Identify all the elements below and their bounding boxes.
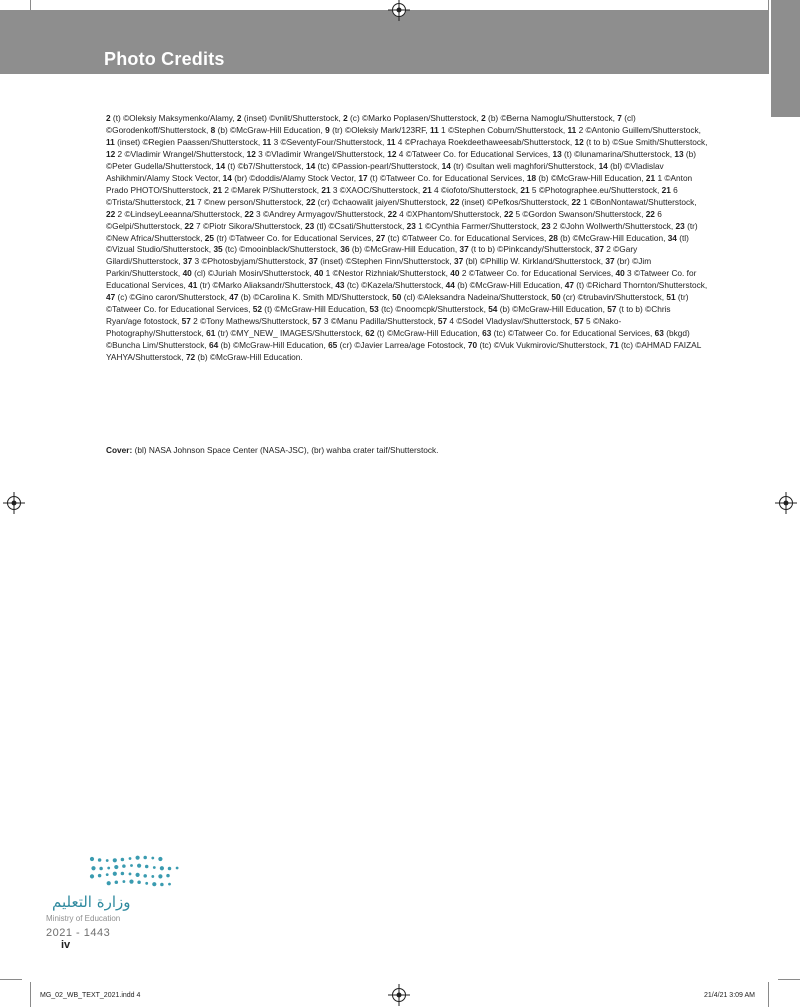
credit-text: (tc) ©Tatweer Co. for Educational Services, <box>491 328 655 339</box>
credit-page-number: 41 <box>188 280 198 291</box>
credit-text: 2 ©Tony Mathews/Shutterstock, <box>190 316 313 327</box>
credit-page-number: 23 <box>675 220 685 231</box>
credit-page-number: 37 <box>454 256 464 267</box>
logo-dot <box>129 857 132 860</box>
credit-page-number: 47 <box>229 292 239 303</box>
credit-page-number: 22 <box>571 196 581 207</box>
credit-text: 5 ©Photographee.eu/Shutterstock, <box>529 184 662 195</box>
credit-page-number: 12 <box>106 148 116 159</box>
photo-credits-text <box>106 113 708 364</box>
credit-text: 3 ©Photosbyjam/Shutterstock, <box>192 256 309 267</box>
logo-dot <box>168 867 172 871</box>
crop-mark <box>30 982 31 1007</box>
registration-mark-icon <box>392 3 406 17</box>
credit-page-number: 2 <box>481 113 486 123</box>
logo-dot <box>151 857 154 860</box>
credit-page-number: 40 <box>182 268 192 279</box>
credit-text: (tr) ©New Africa/Shutterstock, <box>106 220 698 243</box>
credit-page-number: 2 <box>106 113 111 123</box>
credit-text: (tl) ©Csati/Shutterstock, <box>314 220 407 231</box>
credit-page-number: 2 <box>236 113 242 123</box>
credit-text: (t) ©McGraw-Hill Education, <box>262 304 370 315</box>
credit-text: (t) ©lunamarina/Shutterstock, <box>561 148 675 159</box>
credit-page-number: 22 <box>106 208 116 219</box>
credit-text: (cr) ©Javier Larrea/age Fotostock, <box>337 340 468 351</box>
credit-page-number: 47 <box>106 292 116 303</box>
credit-text: (b) ©McGraw-Hill Education. <box>195 352 303 363</box>
credit-text: 7 ©Piotr Sikora/Shutterstock, <box>193 220 306 231</box>
credit-text: (b) ©Peter Gudella/Shutterstock, <box>106 148 697 171</box>
credit-text: (b) ©McGraw-Hill Education, <box>536 172 646 183</box>
credit-text: (b) ©McGraw-Hill Education, <box>497 304 608 315</box>
logo-dot <box>143 856 147 860</box>
credit-text: 2 ©John Wollwerth/Shutterstock, <box>550 220 676 231</box>
credit-page-number: 14 <box>222 172 232 183</box>
credit-page-number: 57 <box>574 316 584 327</box>
credit-text: (t) ©Oleksiy Maksymenko/Alamy, <box>110 113 237 123</box>
credit-page-number: 37 <box>183 256 193 267</box>
credit-text: 3 ©Vladimir Wrangel/Shutterstock, <box>255 148 388 159</box>
credit-page-number: 21 <box>422 184 432 195</box>
registration-mark-icon <box>779 496 793 510</box>
credit-page-number: 11 <box>262 136 272 147</box>
credit-text: (b) ©Berna Namoglu/Shutterstock, <box>485 113 618 123</box>
credit-page-number: 22 <box>387 208 397 219</box>
credit-text: (br) ©Jim Parkin/Shutterstock, <box>106 256 652 279</box>
credit-page-number: 53 <box>369 304 379 315</box>
credit-page-number: 21 <box>185 196 195 207</box>
credit-page-number: 11 <box>567 124 577 135</box>
logo-dot <box>113 858 117 862</box>
credit-text: (b) ©Carolina K. Smith MD/Shutterstock, <box>238 292 393 303</box>
logo-dot <box>136 856 140 860</box>
credit-page-number: 70 <box>467 340 478 351</box>
logo-dot <box>145 865 149 869</box>
credit-text: 4 ©Prachaya Roekdeethaweesab/Shutterstock, <box>395 136 575 147</box>
credit-page-number: 57 <box>312 316 322 327</box>
credit-page-number: 7 <box>617 113 622 123</box>
credit-page-number: 52 <box>252 304 262 315</box>
credit-page-number: 11 <box>106 136 115 147</box>
credit-text: 3 ©Manu Padilla/Shutterstock, <box>321 316 438 327</box>
logo-dot <box>98 874 102 878</box>
logo-dot <box>168 883 171 886</box>
credit-text: 2 ©Marek P/Shutterstock, <box>222 184 322 195</box>
credit-page-number: 23 <box>305 220 315 231</box>
credit-page-number: 12 <box>387 148 397 159</box>
credit-text: (tc) ©Kazela/Shutterstock, <box>344 280 446 291</box>
logo-dot <box>115 880 119 884</box>
credit-text: 3 ©Andrey Armyagov/Shutterstock, <box>253 208 388 219</box>
credit-text: (tr) ©MY_NEW_ IMAGES/Shutterstock, <box>215 328 366 339</box>
credit-page-number: 23 <box>541 220 551 231</box>
credit-text: 4 ©Tatweer Co. for Educational Services, <box>396 148 553 159</box>
credit-page-number: 72 <box>185 352 196 363</box>
ministry-logo-arabic: وزارة التعليم <box>52 893 131 911</box>
logo-dot <box>130 864 133 867</box>
logo-dot <box>166 874 170 878</box>
credit-text: 1 ©Cynthia Farmer/Shutterstock, <box>415 220 542 231</box>
credit-text: (cl) ©Aleksandra Nadeina/Shutterstock, <box>401 292 552 303</box>
logo-dot <box>106 859 109 862</box>
credit-page-number: 2 <box>343 113 348 123</box>
logo-dot <box>98 858 102 862</box>
logo-dot <box>129 873 132 876</box>
credit-page-number: 43 <box>335 280 345 291</box>
side-thumb-tab <box>771 0 800 117</box>
logo-dot <box>106 873 109 876</box>
credit-page-number: 22 <box>306 196 316 207</box>
credit-text: 5 ©Nako-Photography/Shutterstock, <box>106 316 622 339</box>
logo-dot <box>158 874 162 878</box>
credit-page-number: 47 <box>564 280 574 291</box>
logo-dot <box>99 867 103 871</box>
credit-page-number: 61 <box>206 328 216 339</box>
credit-text: (b) ©McGraw-Hill Education, <box>218 340 329 351</box>
registration-mark-icon <box>7 496 21 510</box>
credit-text: (t) ©McGraw-Hill Education, <box>374 328 483 339</box>
logo-dot <box>160 883 164 887</box>
credit-page-number: 63 <box>654 328 664 339</box>
credit-text: (t to b) ©Chris Ryan/age fotostock, <box>106 304 671 327</box>
credit-text: (t) ©Richard Thornton/Shutterstock, <box>573 280 708 291</box>
ministry-logo-dots-icon <box>88 855 180 889</box>
credit-text: (br) ©doddis/Alamy Stock Vector, <box>231 172 359 183</box>
logo-dot <box>143 874 147 878</box>
credit-text: (tc) ©noomcpk/Shutterstock, <box>378 304 489 315</box>
logo-dot <box>176 867 179 870</box>
logo-dot <box>90 857 94 861</box>
credit-text: 3 ©XAOC/Shutterstock, <box>330 184 423 195</box>
credit-text: 1 ©Stephen Coburn/Shutterstock, <box>438 124 568 135</box>
credit-page-number: 21 <box>645 172 656 183</box>
logo-dot <box>107 867 110 870</box>
credit-page-number: 34 <box>667 232 677 243</box>
credit-text: (bl) ©Phillip W. Kirkland/Shutterstock, <box>463 256 606 267</box>
crop-mark <box>768 982 769 1007</box>
page-title: Photo Credits <box>104 49 225 69</box>
credit-text: 4 ©iofoto/Shutterstock, <box>431 184 521 195</box>
credit-text: (cr) ©trubavin/Shutterstock, <box>560 292 667 303</box>
credit-text: (tr) ©Oleksiy Mark/123RF, <box>329 124 430 135</box>
credit-text: (inset) ©Pefkos/Shutterstock, <box>459 196 572 207</box>
logo-dot <box>113 872 117 876</box>
credit-page-number: 12 <box>574 136 584 147</box>
credit-page-number: 11 <box>429 124 439 135</box>
cover-text: (bl) NASA Johnson Space Center (NASA-JSC), (br) wahba crater taif/Shutterstock. <box>132 445 439 455</box>
credit-text: 6 ©Trista/Shutterstock, <box>106 184 678 207</box>
credit-page-number: 8 <box>210 124 216 135</box>
credit-page-number: 27 <box>376 232 386 243</box>
credit-text: (inset) ©vnlit/Shutterstock, <box>241 113 344 123</box>
credit-page-number: 57 <box>607 304 617 315</box>
credit-page-number: 22 <box>450 196 460 207</box>
credit-page-number: 57 <box>181 316 191 327</box>
credit-text: 3 ©SeventyFour/Shutterstock, <box>271 136 387 147</box>
credit-text: (b) ©McGraw-Hill Education, <box>557 232 668 243</box>
crop-mark <box>0 979 22 980</box>
logo-dot <box>158 857 162 861</box>
logo-dot <box>145 882 148 885</box>
credit-text: (c) ©Marko Poplasen/Shutterstock, <box>347 113 482 123</box>
credit-text: 1 ©Nestor Rizhniak/Shutterstock, <box>323 268 451 279</box>
credit-text: (cl) ©Gorodenkoff/Shutterstock, <box>106 113 636 135</box>
credit-text: 4 ©XPhantom/Shutterstock, <box>396 208 504 219</box>
credit-text: (t) ©b7/Shutterstock, <box>225 160 306 171</box>
credit-page-number: 51 <box>666 292 676 303</box>
credit-page-number: 14 <box>598 160 608 171</box>
credit-text: (tr) ©sultan weli maghfori/Shutterstock, <box>450 160 599 171</box>
credit-text: 2 ©Tatweer Co. for Educational Services, <box>459 268 616 279</box>
credit-text: (bl) ©Vladislav Ashikhmin/Alamy Stock Vector, <box>106 160 664 183</box>
credit-page-number: 11 <box>386 136 396 147</box>
logo-dot <box>137 881 141 885</box>
credit-page-number: 12 <box>246 148 256 159</box>
registration-mark-icon <box>392 988 406 1002</box>
credit-page-number: 22 <box>184 220 194 231</box>
crop-mark <box>778 979 800 980</box>
credit-text: (tl) ©Vizual Studio/Shutterstock, <box>106 232 689 255</box>
credit-page-number: 21 <box>520 184 530 195</box>
credit-page-number: 50 <box>392 292 402 303</box>
credit-text: (tr) ©Marko Aliaksandr/Shutterstock, <box>197 280 336 291</box>
logo-dot <box>151 875 154 878</box>
logo-dot <box>153 866 156 869</box>
credit-page-number: 22 <box>503 208 514 219</box>
credit-page-number: 36 <box>340 244 350 255</box>
credit-page-number: 22 <box>645 208 655 219</box>
credit-page-number: 50 <box>551 292 561 303</box>
credit-page-number: 37 <box>605 256 615 267</box>
logo-dot <box>160 866 164 870</box>
credit-text: (inset) ©Stephen Finn/Shutterstock, <box>317 256 454 267</box>
credit-page-number: 9 <box>325 124 330 135</box>
credit-page-number: 17 <box>358 172 368 183</box>
credit-page-number: 65 <box>328 340 338 351</box>
credit-page-number: 64 <box>208 340 219 351</box>
credit-text: 6 ©Gelpi/Shutterstock, <box>106 208 662 231</box>
credit-page-number: 71 <box>609 340 619 351</box>
logo-dot <box>121 872 125 876</box>
logo-dot <box>129 880 133 884</box>
credit-text: (tc) ©Passion-pearl/Shutterstock, <box>315 160 442 171</box>
logo-dot <box>91 866 95 870</box>
credit-page-number: 40 <box>314 268 324 279</box>
credit-text: (b) ©McGraw-Hill Education, <box>349 244 460 255</box>
credit-page-number: 40 <box>615 268 625 279</box>
credit-text: (tr) ©Tatweer Co. for Educational Services, <box>106 292 689 315</box>
page-number: iv <box>61 939 71 951</box>
credit-page-number: 40 <box>450 268 460 279</box>
credit-text: (bkgd) ©Buncha Lim/Shutterstock, <box>106 328 690 351</box>
ministry-name: Ministry of Education <box>46 914 121 923</box>
credit-text: (tc) ©AHMAD FAIZAL YAHYA/Shutterstock, <box>106 340 702 363</box>
logo-dot <box>121 858 125 862</box>
logo-dot <box>90 874 94 878</box>
credit-page-number: 21 <box>321 184 331 195</box>
credit-page-number: 23 <box>406 220 416 231</box>
credit-text: 1 ©BonNontawat/Shutterstock, <box>580 196 697 207</box>
credit-page-number: 37 <box>459 244 469 255</box>
credit-text: 2 ©Vladimir Wrangel/Shutterstock, <box>115 148 247 159</box>
credit-page-number: 14 <box>305 160 316 171</box>
logo-dot <box>114 865 118 869</box>
credit-text: (tc) ©Tatweer Co. for Educational Services, <box>385 232 549 243</box>
cover-credit <box>106 444 708 456</box>
credit-page-number: 14 <box>441 160 451 171</box>
credit-text: (c) ©Gino caron/Shutterstock, <box>115 292 230 303</box>
credit-text: 1 ©Anton Prado PHOTO/Shutterstock, <box>106 172 693 195</box>
credit-page-number: 13 <box>674 148 684 159</box>
credit-text: (b) ©McGraw-Hill Education, <box>215 124 326 135</box>
logo-dot <box>152 882 156 886</box>
credit-page-number: 37 <box>594 244 604 255</box>
credit-page-number: 63 <box>482 328 492 339</box>
cover-label: Cover: <box>106 445 133 455</box>
logo-dot <box>122 864 126 868</box>
logo-dot <box>123 880 126 883</box>
credit-text: 2 ©Gary Gilardi/Shutterstock, <box>106 244 638 267</box>
credit-text: (tc) ©mooinblack/Shutterstock, <box>222 244 341 255</box>
credit-page-number: 57 <box>437 316 448 327</box>
credit-text: (t to b) ©Pinkcandy/Shutterstock, <box>468 244 595 255</box>
credit-text: 4 ©Sodel Vladyslav/Shutterstock, <box>447 316 575 327</box>
credit-text: (b) ©McGraw-Hill Education, <box>454 280 565 291</box>
edition-year: 2021 - 1443 <box>46 927 111 939</box>
credit-page-number: 21 <box>661 184 671 195</box>
credit-text: (cl) ©Juriah Mosin/Shutterstock, <box>191 268 315 279</box>
credit-text: (t to b) ©Sue Smith/Shutterstock, <box>583 136 708 147</box>
credit-text: 2 ©Antonio Guillem/Shutterstock, <box>576 124 701 135</box>
credit-page-number: 18 <box>526 172 537 183</box>
credit-page-number: 14 <box>215 160 226 171</box>
logo-dot <box>107 881 111 885</box>
credit-page-number: 37 <box>308 256 318 267</box>
logo-dot <box>137 864 141 868</box>
credit-text: 7 ©new person/Shutterstock, <box>194 196 307 207</box>
credit-page-number: 22 <box>244 208 254 219</box>
credit-text: (inset) ©Regien Paassen/Shutterstock, <box>114 136 263 147</box>
credit-page-number: 25 <box>204 232 215 243</box>
credit-page-number: 62 <box>365 328 375 339</box>
credit-page-number: 44 <box>445 280 455 291</box>
slug-file-name: MG_02_WB_TEXT_2021.indd 4 <box>40 992 141 999</box>
credit-text: 2 ©LindseyLeeanna/Shutterstock, <box>115 208 245 219</box>
credit-page-number: 13 <box>552 148 562 159</box>
credit-page-number: 35 <box>213 244 223 255</box>
credit-text: 3 ©Tatweer Co. for Educational Services, <box>106 268 697 291</box>
credit-text: 5 ©Gordon Swanson/Shutterstock, <box>513 208 646 219</box>
credit-text: (tc) ©Vuk Vukmirovic/Shutterstock, <box>477 340 610 351</box>
credit-page-number: 28 <box>548 232 558 243</box>
credit-text: (tr) ©Tatweer Co. for Educational Services, <box>214 232 376 243</box>
slug-date-time: 21/4/21 3:09 AM <box>704 992 755 999</box>
credit-text: (cr) ©chaowalit jaiyen/Shutterstock, <box>315 196 451 207</box>
credit-text: (t) ©Tatweer Co. for Educational Services, <box>367 172 527 183</box>
logo-dot <box>136 873 140 877</box>
credit-page-number: 54 <box>488 304 498 315</box>
credit-page-number: 21 <box>212 184 223 195</box>
